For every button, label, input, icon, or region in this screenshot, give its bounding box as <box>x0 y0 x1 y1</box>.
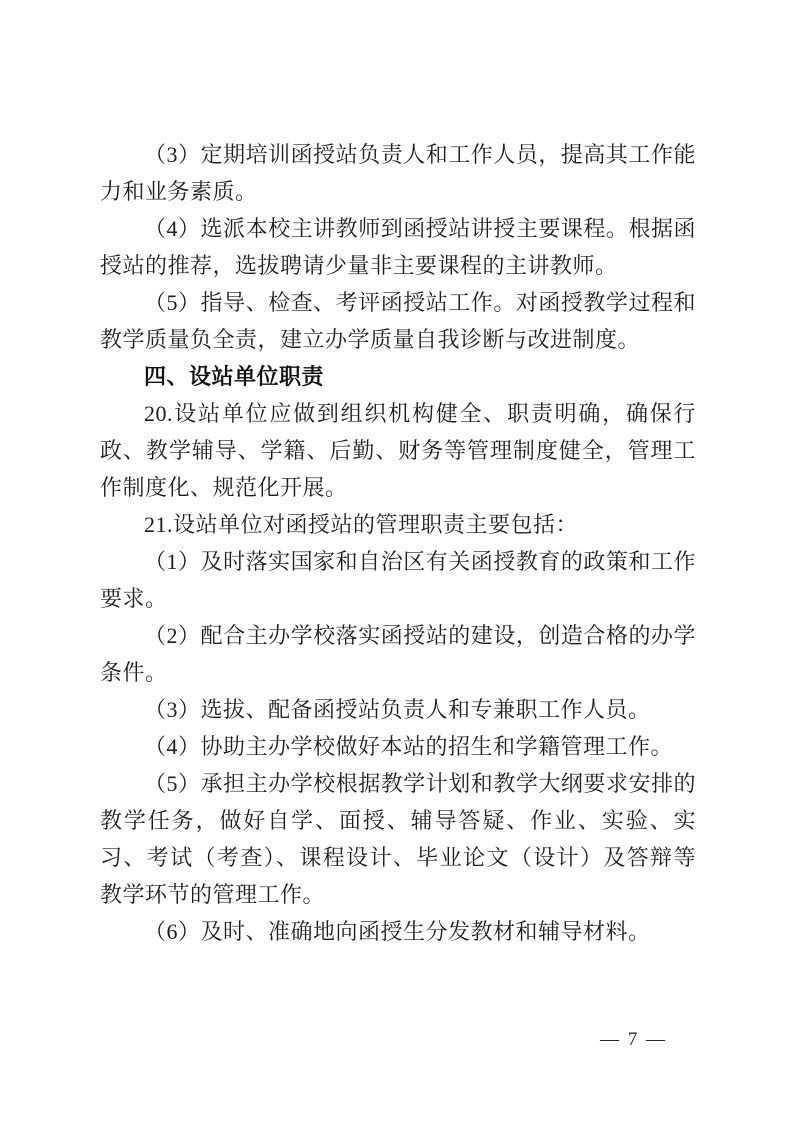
paragraph-subitem-3: （3）选拔、配备函授站负责人和专兼职工作人员。 <box>144 697 651 722</box>
page-footer <box>600 1028 667 1052</box>
document-body <box>100 136 696 950</box>
paragraph-subitem-6: （6）及时、准确地向函授生分发教材和辅导材料。 <box>144 919 651 944</box>
paragraph-subitem-5: （5）承担主办学校根据教学计划和教学大纲要求安排的教学任务，做好自学、面授、辅导答疑、作业、实验、实习、考试（考查）、课程设计、毕业论文（设计）及答辩等教学环节的管理工作。 <box>100 771 696 907</box>
section-heading-unit-duties: 四、设站单位职责 <box>144 364 325 389</box>
paragraph-clause-20: 20.设站单位应做到组织机构健全、职责明确，确保行政、教学辅导、学籍、后勤、财务等管理制度健全，管理工作制度化、规范化开展。 <box>100 401 696 500</box>
paragraph-item-4-duty: （4）选派本校主讲教师到函授站讲授主要课程。根据函授站的推荐，选拔聘请少量非主要课程的主讲教师。 <box>100 216 696 278</box>
page-number: — 7 — <box>600 1029 667 1050</box>
paragraph-item-3-duty: （3）定期培训函授站负责人和工作人员，提高其工作能力和业务素质。 <box>100 142 696 204</box>
paragraph-subitem-2: （2）配合主办学校落实函授站的建设，创造合格的办学条件。 <box>100 623 696 685</box>
paragraph-item-5-duty: （5）指导、检查、考评函授站工作。对函授教学过程和教学质量负全责，建立办学质量自我诊断与改进制度。 <box>100 290 696 352</box>
paragraph-subitem-1: （1）及时落实国家和自治区有关函授教育的政策和工作要求。 <box>100 549 696 611</box>
paragraph-subitem-4: （4）协助主办学校做好本站的招生和学籍管理工作。 <box>144 734 674 759</box>
paragraph-clause-21: 21.设站单位对函授站的管理职责主要包括： <box>144 512 579 537</box>
